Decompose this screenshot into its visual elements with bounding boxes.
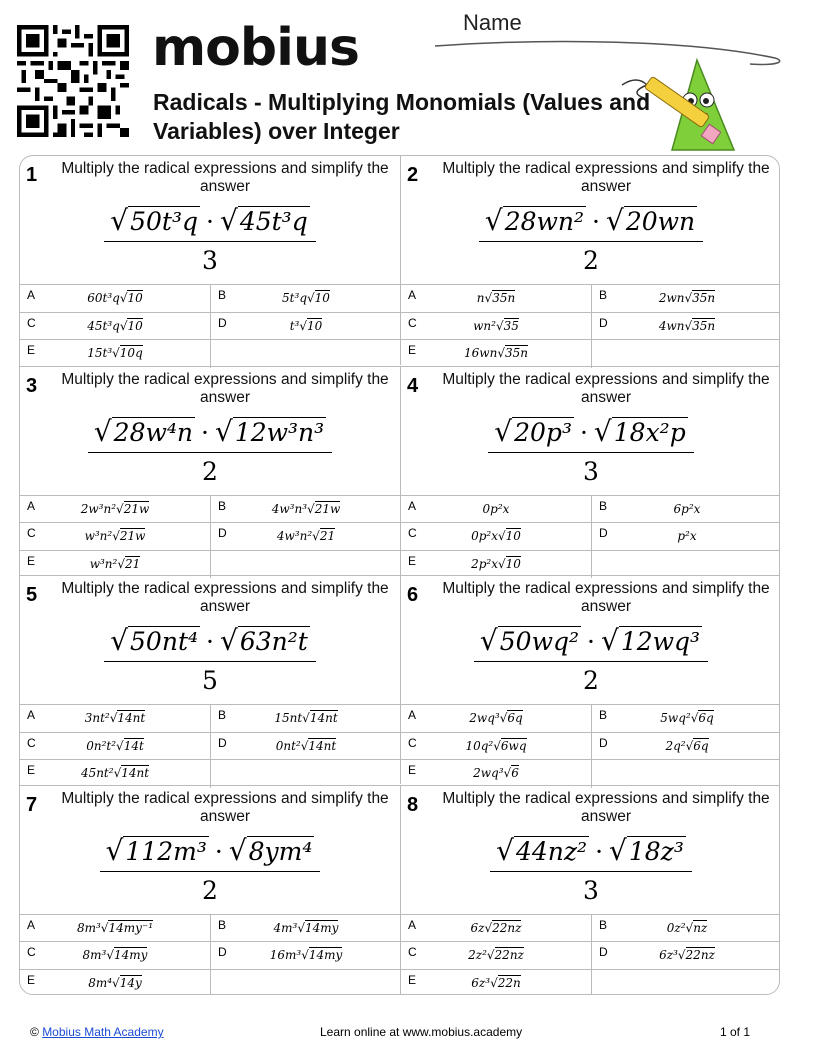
answer-option-d[interactable]	[210, 733, 400, 761]
answer-value: 4w³n³√21w	[271, 501, 341, 516]
answer-letter: D	[218, 315, 227, 330]
expression-denominator: 2	[583, 666, 599, 695]
answer-option-e[interactable]	[401, 551, 591, 579]
answer-letter: D	[599, 315, 608, 330]
answer-letter: C	[408, 735, 417, 750]
answer-letter: E	[27, 553, 36, 568]
answer-value: 16wn√35n	[464, 346, 528, 360]
answer-letter: E	[27, 343, 36, 357]
radical-2: 18z³	[628, 836, 684, 866]
answer-row	[20, 914, 400, 942]
answer-option-a[interactable]	[401, 496, 591, 524]
problem-expression	[401, 834, 780, 905]
problem-1	[20, 156, 400, 365]
answer-letter: C	[27, 945, 36, 959]
answer-value: 8m⁴√14y	[88, 975, 142, 990]
expression-numerator: √44nz² · √18z³	[490, 834, 692, 872]
name-label: Name	[463, 10, 522, 35]
answer-option-a[interactable]	[20, 705, 210, 733]
answer-letter: A	[27, 498, 36, 513]
answer-value: n√35n	[476, 291, 516, 305]
answer-choices	[401, 914, 780, 996]
answer-row	[401, 550, 780, 578]
problem-number: 6	[407, 584, 419, 606]
problem-expression	[401, 204, 780, 275]
page-title: Radicals - Multiplying Monomials (Values and Variables) over Integer	[153, 89, 651, 144]
answer-option-b[interactable]	[591, 496, 780, 524]
answer-option-d[interactable]	[210, 942, 400, 970]
answer-option-a[interactable]	[20, 285, 210, 313]
problem-5	[20, 575, 400, 784]
expression-numerator: √20p³ · √18x²p	[488, 415, 693, 453]
answer-value: 2wq³√6q	[469, 711, 523, 725]
answer-option-d[interactable]	[591, 523, 780, 551]
answer-value: 2p²x√10	[471, 556, 521, 571]
answer-option-e[interactable]	[401, 970, 591, 996]
problem-expression	[20, 204, 400, 275]
answer-letter: D	[218, 526, 227, 540]
answer-option-b[interactable]	[210, 915, 400, 943]
radical-1: 50wq²	[499, 627, 580, 656]
expression-denominator: 2	[202, 875, 218, 905]
radical-1: 50t³q	[130, 207, 199, 236]
answer-letter: B	[218, 498, 227, 513]
answer-value: 6p²x	[673, 501, 701, 516]
problem-2	[400, 156, 780, 365]
radical-2: 20wn	[625, 207, 696, 236]
problem-number: 8	[407, 793, 419, 816]
empty-cell	[591, 340, 780, 368]
answer-value: 0p²x√10	[471, 529, 521, 543]
radical-1: 28w⁴n	[113, 417, 194, 447]
answer-option-d[interactable]	[591, 942, 780, 970]
answer-value: 5t³q√10	[282, 291, 330, 305]
problem-number: 4	[407, 374, 419, 397]
answer-value: 45t³q√10	[87, 318, 143, 333]
problem-7	[20, 785, 400, 994]
answer-option-c[interactable]	[20, 733, 210, 761]
answer-letter: A	[408, 917, 417, 932]
answer-letter: C	[408, 945, 417, 959]
mobius-academy-link[interactable]: Mobius Math Academy	[42, 1025, 164, 1039]
answer-option-e[interactable]	[20, 760, 210, 788]
radical-1: 44nz²	[515, 836, 588, 866]
problem-instruction: Multiply the radical expressions and simplify the answer	[442, 580, 770, 615]
expression-denominator: 3	[583, 456, 599, 486]
answer-letter: B	[599, 708, 608, 722]
radical-2: 63n²t	[239, 627, 308, 656]
answer-value: 4m³√14my	[273, 920, 339, 935]
qr-code	[17, 25, 129, 137]
answer-row	[20, 732, 400, 760]
answer-letter: D	[218, 945, 227, 959]
radical-2: 18x²p	[613, 417, 686, 447]
answer-option-c[interactable]	[401, 942, 591, 970]
answer-value: 10q²√6wq	[465, 738, 527, 753]
problem-expression	[20, 415, 400, 486]
answer-letter: D	[599, 526, 608, 540]
problem-number: 3	[26, 374, 38, 397]
answer-value: p²x	[677, 529, 697, 543]
answer-value: 6z³√22n	[471, 975, 521, 990]
answer-value: 2wn√35n	[658, 291, 716, 305]
answer-option-b[interactable]	[210, 705, 400, 733]
answer-letter: B	[599, 917, 608, 932]
answer-value: 15t³√10q	[87, 346, 143, 360]
answer-value: 16m³√14my	[269, 948, 343, 962]
problem-6	[400, 575, 780, 784]
answer-letter: A	[27, 917, 36, 932]
answer-letter: B	[599, 288, 608, 302]
empty-cell	[210, 760, 400, 788]
answer-row	[20, 495, 400, 523]
problem-instruction: Multiply the radical expressions and simplify the answer	[61, 160, 389, 195]
answer-option-c[interactable]	[401, 523, 591, 551]
problem-number: 5	[26, 584, 38, 606]
answer-letter: A	[408, 288, 417, 302]
answer-option-e[interactable]	[20, 340, 210, 368]
answer-value: 8m³√14my	[82, 948, 148, 962]
answer-option-a[interactable]	[401, 285, 591, 313]
radical-1: 50nt⁴	[130, 627, 199, 656]
answer-option-e[interactable]	[20, 970, 210, 996]
problem-number: 2	[407, 164, 419, 186]
empty-cell	[591, 760, 780, 788]
answer-value: w³n²√21	[89, 556, 141, 571]
answer-row	[20, 339, 400, 367]
answer-value: 6z³√22nz	[659, 948, 715, 962]
answer-letter: A	[27, 708, 36, 722]
answer-row	[401, 704, 780, 732]
answer-row	[20, 522, 400, 550]
expression-denominator: 3	[202, 246, 218, 275]
answer-letter: B	[218, 708, 227, 722]
problem-expression	[401, 624, 780, 695]
answer-row	[401, 732, 780, 760]
radical-2: 45t³q	[239, 207, 308, 236]
answer-value: 0n²t²√14t	[86, 738, 144, 753]
expression-numerator: √50wq² · √12wq³	[474, 624, 708, 662]
answer-letter: C	[27, 526, 36, 540]
answer-option-c[interactable]	[20, 523, 210, 551]
expression-denominator: 3	[583, 875, 599, 905]
answer-option-b[interactable]	[591, 705, 780, 733]
answer-row	[20, 941, 400, 969]
answer-row	[20, 550, 400, 578]
expression-numerator: √28w⁴n · √12w³n³	[88, 415, 332, 453]
answer-letter: D	[218, 735, 227, 750]
answer-choices	[20, 704, 400, 787]
answer-row	[401, 522, 780, 550]
problem-4	[400, 366, 780, 575]
answer-letter: A	[408, 708, 417, 722]
answer-letter: E	[408, 553, 417, 568]
answer-value: 4w³n²√21	[276, 529, 336, 543]
answer-option-c[interactable]	[20, 313, 210, 341]
answer-row	[20, 312, 400, 340]
answer-value: 60t³q√10	[87, 291, 143, 305]
expression-denominator: 5	[202, 666, 218, 695]
answer-row	[20, 969, 400, 996]
answer-option-a[interactable]	[20, 915, 210, 943]
problem-8	[400, 785, 780, 994]
answer-option-a[interactable]	[401, 705, 591, 733]
answer-letter: E	[408, 972, 417, 987]
problem-instruction: Multiply the radical expressions and simplify the answer	[61, 580, 389, 615]
problem-instruction: Multiply the radical expressions and simplify the answer	[61, 370, 389, 406]
radical-1: 20p³	[514, 417, 572, 447]
answer-value: wn²√35	[473, 318, 519, 333]
answer-value: 3nt²√14nt	[84, 711, 146, 725]
empty-cell	[591, 551, 780, 579]
answer-choices	[20, 914, 400, 996]
answer-value: 15nt√14nt	[274, 711, 338, 725]
answer-row	[20, 704, 400, 732]
answer-choices	[401, 495, 780, 578]
problem-instruction: Multiply the radical expressions and simplify the answer	[442, 789, 770, 825]
answer-option-d[interactable]	[210, 313, 400, 341]
problem-instruction: Multiply the radical expressions and simplify the answer	[442, 160, 770, 195]
answer-value: t³√10	[289, 318, 323, 333]
empty-cell	[210, 551, 400, 579]
answer-letter: E	[27, 763, 36, 777]
answer-value: 2wq³√6	[473, 766, 519, 780]
answer-option-d[interactable]	[591, 733, 780, 761]
answer-choices	[401, 704, 780, 787]
expression-numerator: √112m³ · √8ym⁴	[100, 834, 321, 872]
empty-cell	[210, 340, 400, 368]
answer-option-c[interactable]	[20, 942, 210, 970]
answer-letter: E	[408, 763, 417, 777]
answer-option-b[interactable]	[210, 496, 400, 524]
answer-option-e[interactable]	[401, 760, 591, 788]
problem-expression	[20, 834, 400, 905]
answer-letter: C	[408, 315, 417, 330]
answer-row	[401, 759, 780, 787]
answer-letter: B	[218, 288, 227, 302]
answer-value: w³n²√21w	[84, 529, 146, 543]
radical-1: 112m³	[125, 836, 207, 866]
answer-choices	[20, 284, 400, 367]
answer-value: 2w³n²√21w	[80, 501, 150, 516]
expression-numerator: √50t³q · √45t³q	[104, 204, 315, 242]
problem-expression	[20, 624, 400, 695]
answer-row	[401, 941, 780, 969]
page-number: 1 of 1	[720, 1025, 751, 1039]
answer-option-c[interactable]	[401, 313, 591, 341]
answer-letter: E	[408, 343, 417, 357]
answer-value: 0z²√nz	[666, 920, 708, 935]
learn-online-text: Learn online at www.mobius.academy	[320, 1025, 523, 1039]
expression-numerator: √28wn² · √20wn	[479, 204, 703, 242]
expression-denominator: 2	[583, 246, 599, 275]
answer-row	[401, 969, 780, 996]
radical-2: 12w³n³	[234, 417, 325, 447]
answer-option-a[interactable]	[401, 915, 591, 943]
answer-value: 0nt²√14nt	[275, 738, 337, 753]
answer-letter: D	[599, 945, 608, 959]
expression-numerator: √50nt⁴ · √63n²t	[104, 624, 316, 662]
answer-option-b[interactable]	[591, 915, 780, 943]
answer-letter: B	[218, 917, 227, 932]
empty-cell	[591, 970, 780, 996]
answer-value: 8m³√14my⁻¹	[76, 920, 154, 935]
answer-option-e[interactable]	[20, 551, 210, 579]
answer-value: 2q²√6q	[665, 738, 709, 753]
empty-cell	[210, 970, 400, 996]
answer-value: 2z²√22nz	[468, 948, 524, 962]
answer-option-a[interactable]	[20, 496, 210, 524]
problem-number: 1	[26, 164, 38, 186]
expression-denominator: 2	[202, 456, 218, 486]
answer-row	[401, 914, 780, 942]
answer-value: 5wq²√6q	[660, 711, 714, 725]
problem-expression	[401, 415, 780, 486]
answer-row	[20, 759, 400, 787]
answer-letter: D	[599, 735, 608, 750]
answer-letter: A	[408, 498, 417, 513]
problem-3	[20, 366, 400, 575]
answer-letter: A	[27, 288, 36, 302]
answer-value: 4wn√35n	[658, 318, 716, 333]
answer-option-d[interactable]	[591, 313, 780, 341]
answer-option-b[interactable]	[210, 285, 400, 313]
answer-row	[401, 339, 780, 367]
answer-letter: E	[27, 972, 36, 987]
answer-choices	[20, 495, 400, 578]
answer-option-e[interactable]	[401, 340, 591, 368]
problem-instruction: Multiply the radical expressions and simplify the answer	[61, 789, 389, 825]
copyright: © Mobius Math Academy	[30, 1025, 164, 1039]
problem-number: 7	[26, 793, 38, 816]
answer-value: 45nt²√14nt	[80, 766, 150, 780]
mobius-logo: mobius	[152, 18, 359, 78]
answer-value: 0p²x	[482, 501, 510, 516]
answer-row	[20, 284, 400, 312]
radical-2: 8ym⁴	[248, 836, 313, 866]
answer-option-b[interactable]	[591, 285, 780, 313]
answer-option-d[interactable]	[210, 523, 400, 551]
answer-row	[401, 284, 780, 312]
problems-grid	[19, 155, 780, 995]
answer-letter: C	[408, 526, 417, 540]
radical-1: 28wn²	[504, 207, 585, 236]
answer-value: 6z√22nz	[470, 920, 522, 935]
answer-row	[401, 495, 780, 523]
radical-2: 12wq³	[620, 627, 701, 656]
problem-instruction: Multiply the radical expressions and simplify the answer	[442, 370, 770, 406]
answer-letter: B	[599, 498, 608, 513]
answer-letter: C	[27, 315, 36, 330]
answer-option-c[interactable]	[401, 733, 591, 761]
answer-letter: C	[27, 735, 36, 750]
answer-choices	[401, 284, 780, 367]
answer-row	[401, 312, 780, 340]
